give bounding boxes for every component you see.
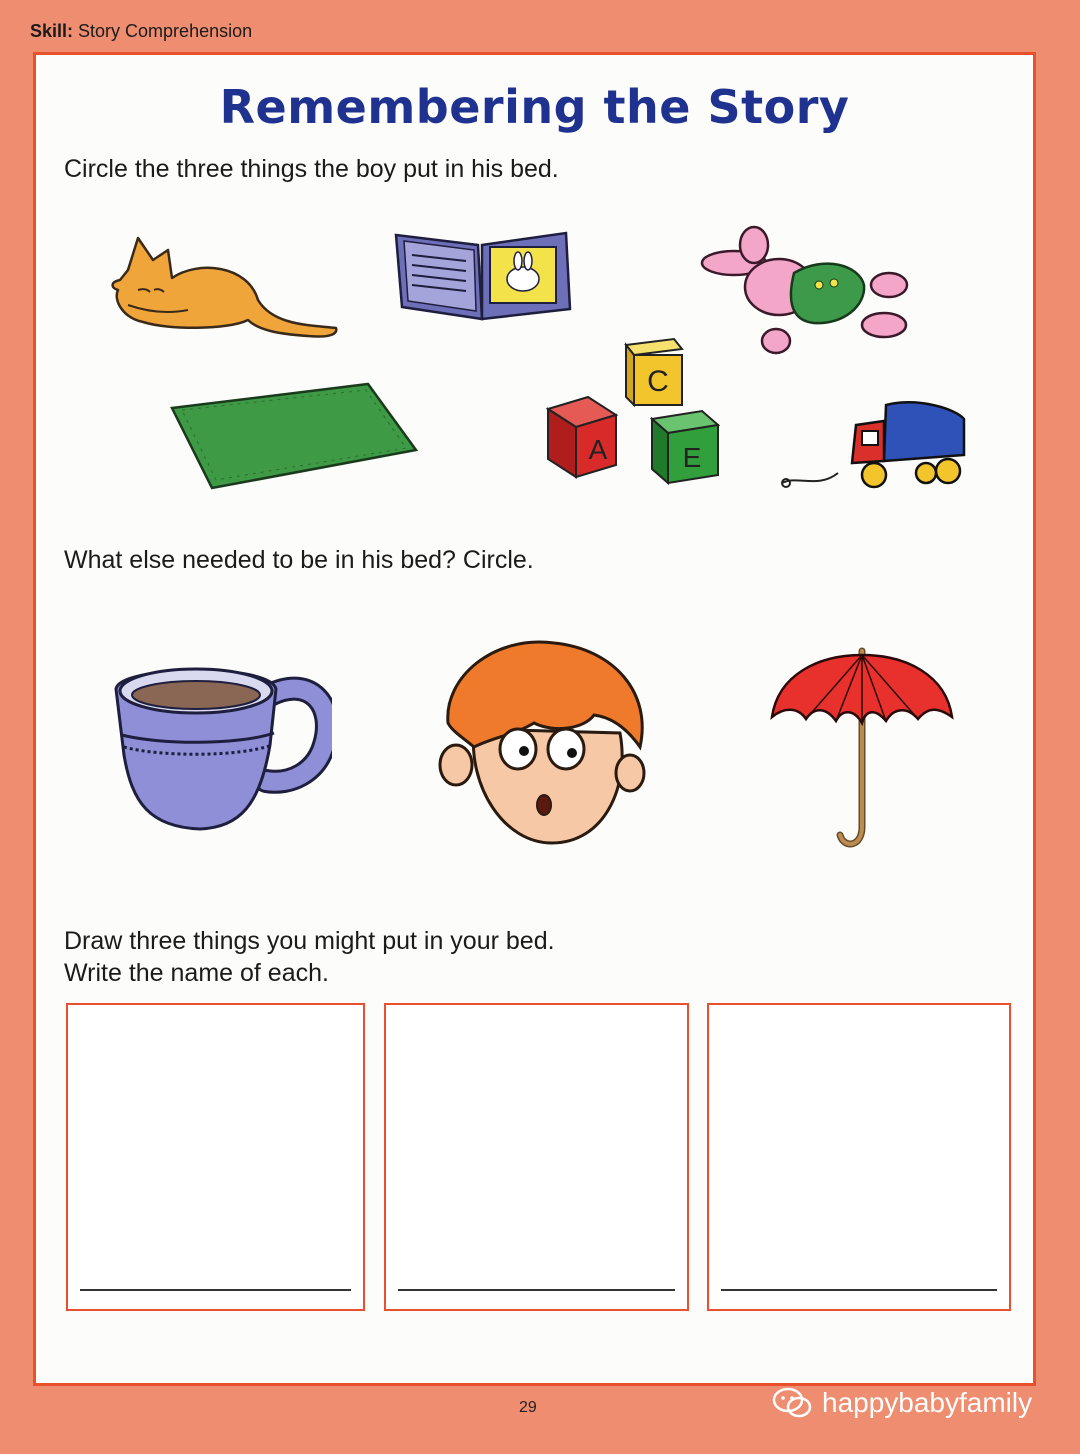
block-e: [652, 411, 718, 483]
name-line-2[interactable]: [398, 1289, 675, 1291]
instruction-line-2: Write the name of each.: [64, 959, 329, 987]
mug-icon[interactable]: [110, 655, 332, 835]
drawing-box-1[interactable]: [66, 1003, 365, 1311]
block-e-letter: E: [682, 442, 702, 473]
bunny-icon[interactable]: [694, 225, 914, 360]
block-c: [626, 339, 682, 405]
watermark-text: happybabyfamily: [822, 1387, 1033, 1418]
page-number: 29: [519, 1399, 537, 1416]
page-title: Remembering the Story: [219, 80, 850, 134]
worksheet-page: [33, 52, 1036, 1386]
block-a: [548, 397, 616, 477]
name-line-3[interactable]: [721, 1289, 997, 1291]
block-c-letter: C: [647, 365, 669, 398]
cat-icon[interactable]: [108, 230, 343, 345]
skill-label: Skill:: [30, 21, 74, 41]
skill-header: [30, 21, 252, 42]
blocks-icon[interactable]: [542, 335, 722, 485]
name-line-1[interactable]: [80, 1289, 351, 1291]
skill-value: Story Comprehension: [78, 21, 253, 41]
book-icon[interactable]: [390, 227, 575, 327]
blanket-icon[interactable]: [168, 380, 420, 492]
umbrella-icon[interactable]: [768, 645, 956, 851]
drawing-box-3[interactable]: [707, 1003, 1011, 1311]
instruction-line-1: Draw three things you might put in your bed.: [64, 927, 555, 955]
question-2: What else needed to be in his bed? Circle.: [64, 546, 534, 574]
drawing-box-2[interactable]: [384, 1003, 689, 1311]
wechat-icon: [772, 1386, 812, 1420]
watermark: [772, 1386, 1032, 1420]
block-a-letter: A: [588, 434, 608, 465]
question-1: Circle the three things the boy put in his bed.: [64, 155, 559, 183]
toy-truck-icon[interactable]: [778, 395, 970, 493]
boy-face-icon[interactable]: [434, 637, 652, 849]
